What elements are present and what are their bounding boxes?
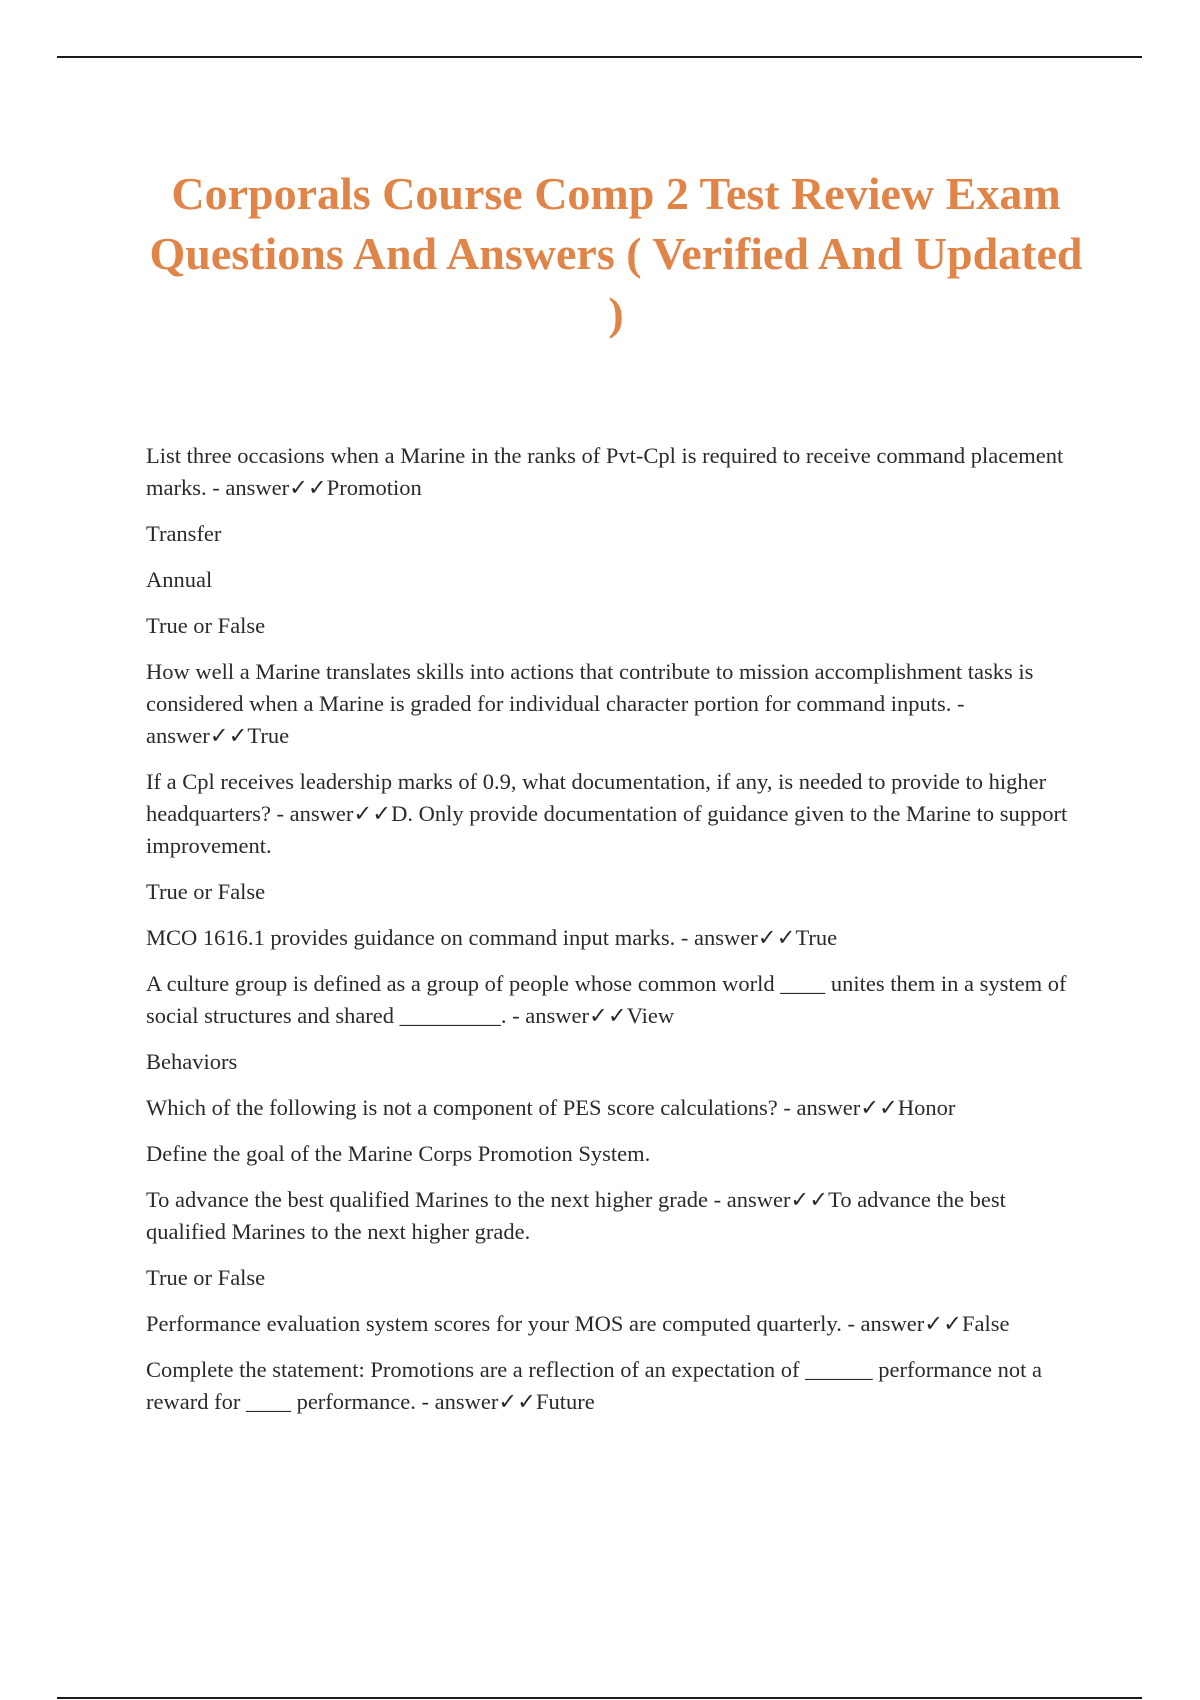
paragraph: Complete the statement: Promotions are a reflection of an expectation of ______ performance not a reward for ____ performance. - answer✓✓Future — [146, 1357, 1042, 1414]
document-body — [146, 440, 1086, 1432]
paragraph: Performance evaluation system scores for your MOS are computed quarterly. - answer✓✓False — [146, 1311, 1010, 1336]
paragraph: True or False — [146, 1265, 266, 1290]
top-rule — [57, 56, 1142, 58]
paragraph: Which of the following is not a component of PES score calculations? - answer✓✓Honor — [146, 1095, 956, 1120]
paragraph: MCO 1616.1 provides guidance on command input marks. - answer✓✓True — [146, 925, 838, 950]
paragraph: True or False — [146, 613, 266, 638]
paragraph: How well a Marine translates skills into actions that contribute to mission accomplishment tasks is considered when a Marine is graded for individual character portion for command inputs. - answer✓✓True — [146, 659, 1034, 748]
document-title: Corporals Course Comp 2 Test Review Exam Questions And Answers ( Verified And Updated ) — [149, 168, 1083, 339]
paragraph: To advance the best qualified Marines to the next higher grade - answer✓✓To advance the best qualified Marines to the next higher grade. — [146, 1187, 1006, 1244]
bottom-rule — [57, 1697, 1142, 1699]
paragraph: List three occasions when a Marine in the ranks of Pvt-Cpl is required to receive command placement marks. - answer✓✓Promotion — [146, 443, 1064, 500]
paragraph: Annual — [146, 567, 213, 592]
paragraph: True or False — [146, 879, 266, 904]
paragraph: Define the goal of the Marine Corps Promotion System. — [146, 1141, 651, 1166]
paragraph: Transfer — [146, 521, 222, 546]
paragraph: If a Cpl receives leadership marks of 0.9, what documentation, if any, is needed to provide to higher headquarters? - answer✓✓D. Only provide documentation of guidance given to the Marine to support improvement. — [146, 769, 1068, 858]
paragraph: Behaviors — [146, 1049, 238, 1074]
paragraph: A culture group is defined as a group of people whose common world ____ unites them in a system of social structures and shared _________. - answer✓✓View — [146, 971, 1067, 1028]
